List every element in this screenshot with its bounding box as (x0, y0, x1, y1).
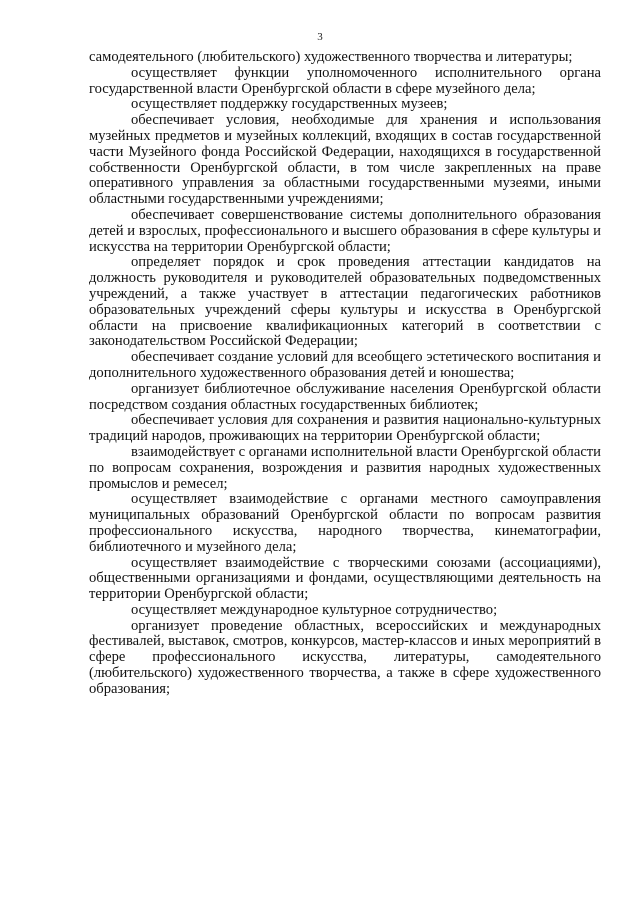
paragraph-museum-authority: осуществляет функции уполномоченного исполнительного органа государственной власти Оренбургской области в сфере музейного дела; (89, 64, 601, 97)
page-number: 3 (317, 31, 323, 43)
paragraph-attestation: определяет порядок и срок проведения аттестации кандидатов на должность руководителя и руководителей образовательных подведомственных учреждений, а также участвует в аттестации педагогических работников образовательных учреждений сферы культуры и искусства в Оренбургской области на присвоение квалификационных категорий в соответствии с законодательством Российской Федерации; (89, 254, 601, 350)
paragraph-international: осуществляет международное культурное сотрудничество; (131, 601, 498, 618)
paragraph-creative-unions: осуществляет взаимодействие с творческими союзами (ассоциациями), общественными организациями и фондами, осуществляющими деятельность на территории Оренбургской области; (89, 554, 601, 603)
paragraph-festivals: организует проведение областных, всероссийских и международных фестивалей, выставок, смотров, конкурсов, мастер-классов и иных мероприятий в сфере профессионального искусства, литературы, самодеятельного (любительского) художественного творчества, а также в сфере художественного образования; (89, 617, 601, 697)
paragraph-library-service: организует библиотечное обслуживание населения Оренбургской области посредством создания областных государственных библиотек; (89, 380, 601, 413)
paragraph-museum-support: осуществляет поддержку государственных музеев; (131, 96, 448, 113)
document-body (89, 50, 601, 698)
paragraph-continuation: самодеятельного (любительского) художественного творчества и литературы; (89, 49, 573, 65)
paragraph-aesthetic-education: обеспечивает создание условий для всеобщего эстетического воспитания и дополнительного художественного образования детей и юношества; (89, 349, 601, 381)
paragraph-museum-collections: обеспечивает условия, необходимые для хранения и использования музейных предметов и музейных коллекций, входящих в состав государственной части Музейного фонда Российской Федерации, находящихся в государственной собственности Оренбургской области, в том числе закрепленных на праве оперативного управления за областными государственными музеями, иными областными государственными учреждениями; (89, 112, 601, 208)
paragraph-local-government: осуществляет взаимодействие с органами местного самоуправления муниципальных образований Оренбургской области по вопросам развития профессионального искусства, народного творчества, кинематографии, библиотечного и музейного дела; (89, 491, 601, 555)
paragraph-national-traditions: обеспечивает условия для сохранения и развития национально-культурных традиций народов, проживающих на территории Оренбургской области; (89, 412, 601, 445)
paragraph-crafts: взаимодействует с органами исполнительной власти Оренбургской области по вопросам сохранения, возрождения и развития народных художественных промыслов и ремесел; (89, 443, 601, 492)
paragraph-education-system: обеспечивает совершенствование системы дополнительного образования детей и взрослых, профессионального и высшего образования в сфере культуры и искусства на территории Оренбургской области; (89, 206, 601, 255)
